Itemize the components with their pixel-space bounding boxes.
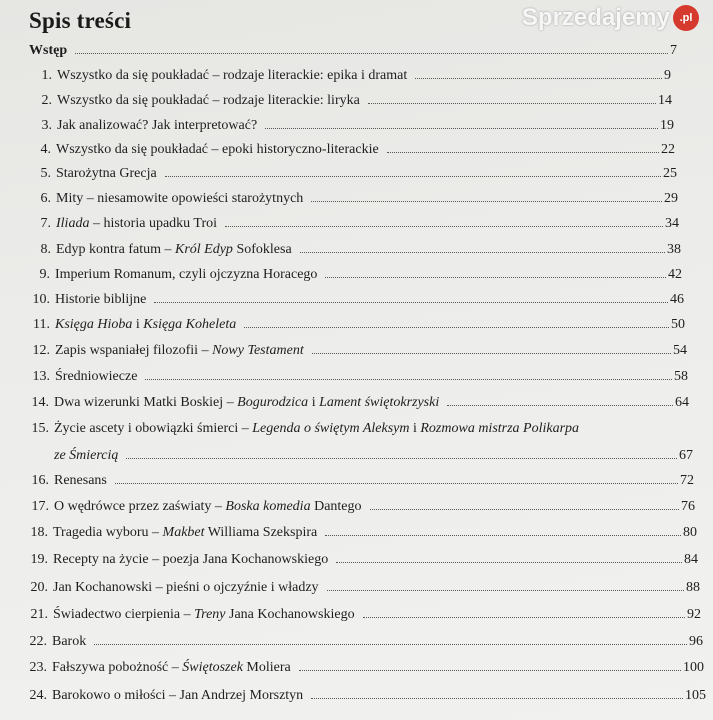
toc-entry-number: 2. <box>41 93 52 108</box>
title-segment: Tragedia wyboru – <box>53 525 163 540</box>
title-segment: – historia upadku Troi <box>89 216 218 231</box>
toc-entry-number: 19. <box>30 552 48 567</box>
toc-entry-title <box>52 633 86 651</box>
title-segment: Jan Kochanowski – pieśni o ojczyźnie i władzy <box>53 580 319 595</box>
toc-entry[interactable] <box>20 316 685 334</box>
title-segment: Moliera <box>242 660 291 675</box>
dot-leader <box>370 509 679 510</box>
toc-entry[interactable] <box>22 117 674 135</box>
title-segment: i <box>132 317 144 332</box>
toc-entry[interactable] <box>17 633 703 651</box>
toc-page-number: 54 <box>673 343 687 358</box>
dot-leader <box>311 698 683 699</box>
dot-leader <box>126 458 677 459</box>
toc-entry-title <box>57 92 360 110</box>
toc-entry-title <box>56 215 217 233</box>
toc-entry-title <box>56 141 379 159</box>
toc-entry[interactable] <box>20 266 682 284</box>
toc-entry-number: 9. <box>39 267 50 282</box>
dot-leader <box>311 201 662 202</box>
toc-entry[interactable] <box>22 92 672 110</box>
title-segment: Lament świętokrzyski <box>319 395 440 410</box>
toc-entry-number: 3. <box>41 118 52 133</box>
toc-page-number: 22 <box>661 142 675 157</box>
toc-entry-title <box>55 368 137 386</box>
title-segment: Sofoklesa <box>232 242 292 257</box>
dot-leader <box>327 590 684 591</box>
title-segment: Imperium Romanum, czyli ojczyzna Horacego <box>55 267 318 282</box>
dot-leader <box>75 53 668 54</box>
toc-entry-title <box>53 524 317 542</box>
toc-entry-number: 17. <box>31 499 49 514</box>
title-segment: Legenda o świętym Aleksym <box>252 421 410 436</box>
title-segment: Edyp kontra fatum – <box>56 242 175 257</box>
toc-page-number: 67 <box>679 448 693 463</box>
title-segment: Życie ascety i obowiązki śmierci – <box>54 421 253 436</box>
toc-page-number: 50 <box>671 317 685 332</box>
toc-entry-number: 11. <box>33 317 50 332</box>
title-segment: O wędrówce przez zaświaty – <box>54 499 226 514</box>
toc-entry[interactable] <box>18 606 701 624</box>
dot-leader <box>325 535 681 536</box>
toc-entry[interactable] <box>21 165 677 183</box>
dot-leader <box>325 277 666 278</box>
title-segment: Wszystko da się poukładać – epoki historyczno-literackie <box>56 142 379 157</box>
toc-entry-number: 13. <box>32 369 50 384</box>
toc-entry-number: 24. <box>29 688 47 703</box>
dot-leader <box>225 226 663 227</box>
toc-entry-title <box>52 659 291 677</box>
toc-entry[interactable] <box>19 420 691 438</box>
toc-entry-number: 1. <box>41 68 52 83</box>
dot-leader <box>368 103 656 104</box>
toc-entry[interactable] <box>19 394 689 412</box>
toc-page-number: 64 <box>675 395 689 410</box>
toc-entry-number: 21. <box>30 607 48 622</box>
toc-entry[interactable] <box>18 579 700 597</box>
toc-page-number: 7 <box>670 43 677 58</box>
title-segment: Księga Koheleta <box>143 317 237 332</box>
toc-page-number: 72 <box>680 473 694 488</box>
title-segment: Król Edyp <box>174 242 233 257</box>
toc-entry-number: 12. <box>32 343 50 358</box>
toc-page-number: 84 <box>684 552 698 567</box>
title-segment: Świadectwo cierpienia – <box>53 607 195 622</box>
toc-entry-title <box>57 117 257 135</box>
dot-leader <box>265 128 658 129</box>
dot-leader <box>145 379 672 380</box>
toc-entry-title <box>55 316 236 334</box>
title-segment: Fałszywa pobożność – <box>52 660 183 675</box>
title-segment: ze Śmiercią <box>54 448 119 463</box>
toc-entry[interactable] <box>20 368 688 386</box>
title-segment: Treny <box>194 607 226 622</box>
title-segment: Księga Hioba <box>55 317 133 332</box>
dot-leader <box>447 405 673 406</box>
toc-entry-number: 10. <box>32 292 50 307</box>
toc-entry-number: 7. <box>40 216 51 231</box>
watermark-badge: .pl <box>673 5 699 31</box>
toc-entry-title <box>55 291 146 309</box>
toc-entry[interactable] <box>21 215 679 233</box>
dot-leader <box>94 644 687 645</box>
toc-entry-title <box>55 342 304 360</box>
toc-entry-title <box>53 579 319 597</box>
toc-page-number: 88 <box>686 580 700 595</box>
toc-entry-number: 6. <box>40 191 51 206</box>
toc-page-number: 42 <box>668 267 682 282</box>
toc-entry-title <box>54 420 579 438</box>
toc-entry[interactable] <box>22 67 671 85</box>
toc-entry-title <box>52 687 303 705</box>
title-segment: Średniowiecze <box>55 369 138 384</box>
toc-page-number: 29 <box>664 191 678 206</box>
title-segment: Barokowo o miłości – Jan Andrzej Morsztyn <box>52 688 304 703</box>
toc-entry-number: 18. <box>30 525 48 540</box>
toc-entry-title <box>54 394 439 412</box>
toc-page-number: 105 <box>685 688 706 703</box>
toc-page-number: 100 <box>683 660 704 675</box>
title-segment: Dantego <box>310 499 362 514</box>
title-segment: Świętoszek <box>182 660 243 675</box>
toc-entry-number: 22. <box>29 634 47 649</box>
toc-page-number: 58 <box>674 369 688 384</box>
dot-leader <box>300 252 665 253</box>
title-segment: Dwa wizerunki Matki Boskiej – <box>54 395 238 410</box>
toc-entry-title <box>54 472 107 490</box>
toc-entry[interactable] <box>20 291 684 309</box>
dot-leader <box>363 617 685 618</box>
dot-leader <box>244 327 669 328</box>
title-segment: Makbet <box>162 525 205 540</box>
toc-entry-number: 14. <box>31 395 49 410</box>
title-segment: Boska komedia <box>225 499 311 514</box>
toc-page-number: 9 <box>664 68 671 83</box>
toc-page-number: 46 <box>670 292 684 307</box>
toc-page-number: 25 <box>663 166 677 181</box>
toc-page-number: 80 <box>683 525 697 540</box>
toc-entry-number: 15. <box>31 421 49 436</box>
title-segment: Historie biblijne <box>55 292 147 307</box>
dot-leader <box>165 176 661 177</box>
toc-entry-title <box>53 551 328 569</box>
toc-entry-number: 23. <box>29 660 47 675</box>
title-segment: Williama Szekspira <box>204 525 318 540</box>
toc-entry[interactable] <box>21 141 675 159</box>
dot-leader <box>387 152 659 153</box>
toc-page-number: 34 <box>665 216 679 231</box>
toc-entry-title <box>54 498 362 516</box>
dot-leader <box>154 302 668 303</box>
title-segment: Barok <box>52 634 87 649</box>
toc-entry-continuation[interactable] <box>19 447 693 465</box>
dot-leader <box>312 353 671 354</box>
toc-entry-title <box>55 266 317 284</box>
toc-entry[interactable] <box>19 498 695 516</box>
toc-entry[interactable] <box>18 524 697 542</box>
watermark <box>522 4 699 32</box>
toc-entry-title <box>57 67 407 85</box>
toc-entry-title <box>56 190 303 208</box>
watermark-logo: Sprzedajemy <box>521 4 670 31</box>
page-title: Spis treści <box>29 8 132 33</box>
toc-entry[interactable] <box>21 190 678 208</box>
toc-page-number: 38 <box>667 242 681 257</box>
toc-entry-number: 16. <box>31 473 49 488</box>
title-segment: Rozmowa mistrza Polikarpa <box>420 421 580 436</box>
toc-entry-number: 20. <box>30 580 48 595</box>
toc-entry-number: 8. <box>40 242 51 257</box>
title-segment: Bogurodzica <box>237 395 309 410</box>
toc-entry-title <box>54 447 118 465</box>
toc-entry-title <box>56 241 292 259</box>
title-segment: Renesans <box>54 473 107 488</box>
title-segment: i <box>409 421 421 436</box>
toc-page-number: 96 <box>689 634 703 649</box>
title-segment: Recepty na życie – poezja Jana Kochanowskiego <box>53 552 329 567</box>
toc-entry[interactable] <box>19 472 694 490</box>
toc-entry[interactable] <box>18 551 698 569</box>
dot-leader <box>299 670 681 671</box>
title-segment: Wszystko da się poukładać – rodzaje literackie: epika i dramat <box>57 68 408 83</box>
toc-entry-number: 4. <box>40 142 51 157</box>
title-segment: Iliada <box>56 216 90 231</box>
toc-entry-number: 5. <box>40 166 51 181</box>
toc-page-number: 19 <box>660 118 674 133</box>
toc-page-number: 76 <box>681 499 695 514</box>
title-segment: Jak analizować? Jak interpretować? <box>57 118 258 133</box>
title-segment: Jana Kochanowskiego <box>225 607 355 622</box>
toc-entry[interactable] <box>17 659 704 677</box>
title-segment: Nowy Testament <box>212 343 304 358</box>
toc-entry-intro[interactable] <box>29 42 677 60</box>
toc-entry-label: Wstęp <box>29 43 68 58</box>
title-segment: Wszystko da się poukładać – rodzaje literackie: liryka <box>57 93 360 108</box>
dot-leader <box>415 78 662 79</box>
toc-page-number: 14 <box>658 93 672 108</box>
dot-leader <box>115 483 678 484</box>
title-segment: i <box>308 395 320 410</box>
toc-entry[interactable] <box>17 687 706 705</box>
title-segment: Starożytna Grecja <box>56 166 157 181</box>
toc-entry-title <box>56 165 157 183</box>
toc-entry[interactable] <box>20 342 687 360</box>
toc-page-number: 92 <box>687 607 701 622</box>
title-segment: Zapis wspaniałej filozofii – <box>55 343 213 358</box>
toc-entry[interactable] <box>21 241 681 259</box>
toc-entry-title <box>53 606 355 624</box>
dot-leader <box>336 562 682 563</box>
title-segment: Mity – niesamowite opowieści starożytnych <box>56 191 304 206</box>
